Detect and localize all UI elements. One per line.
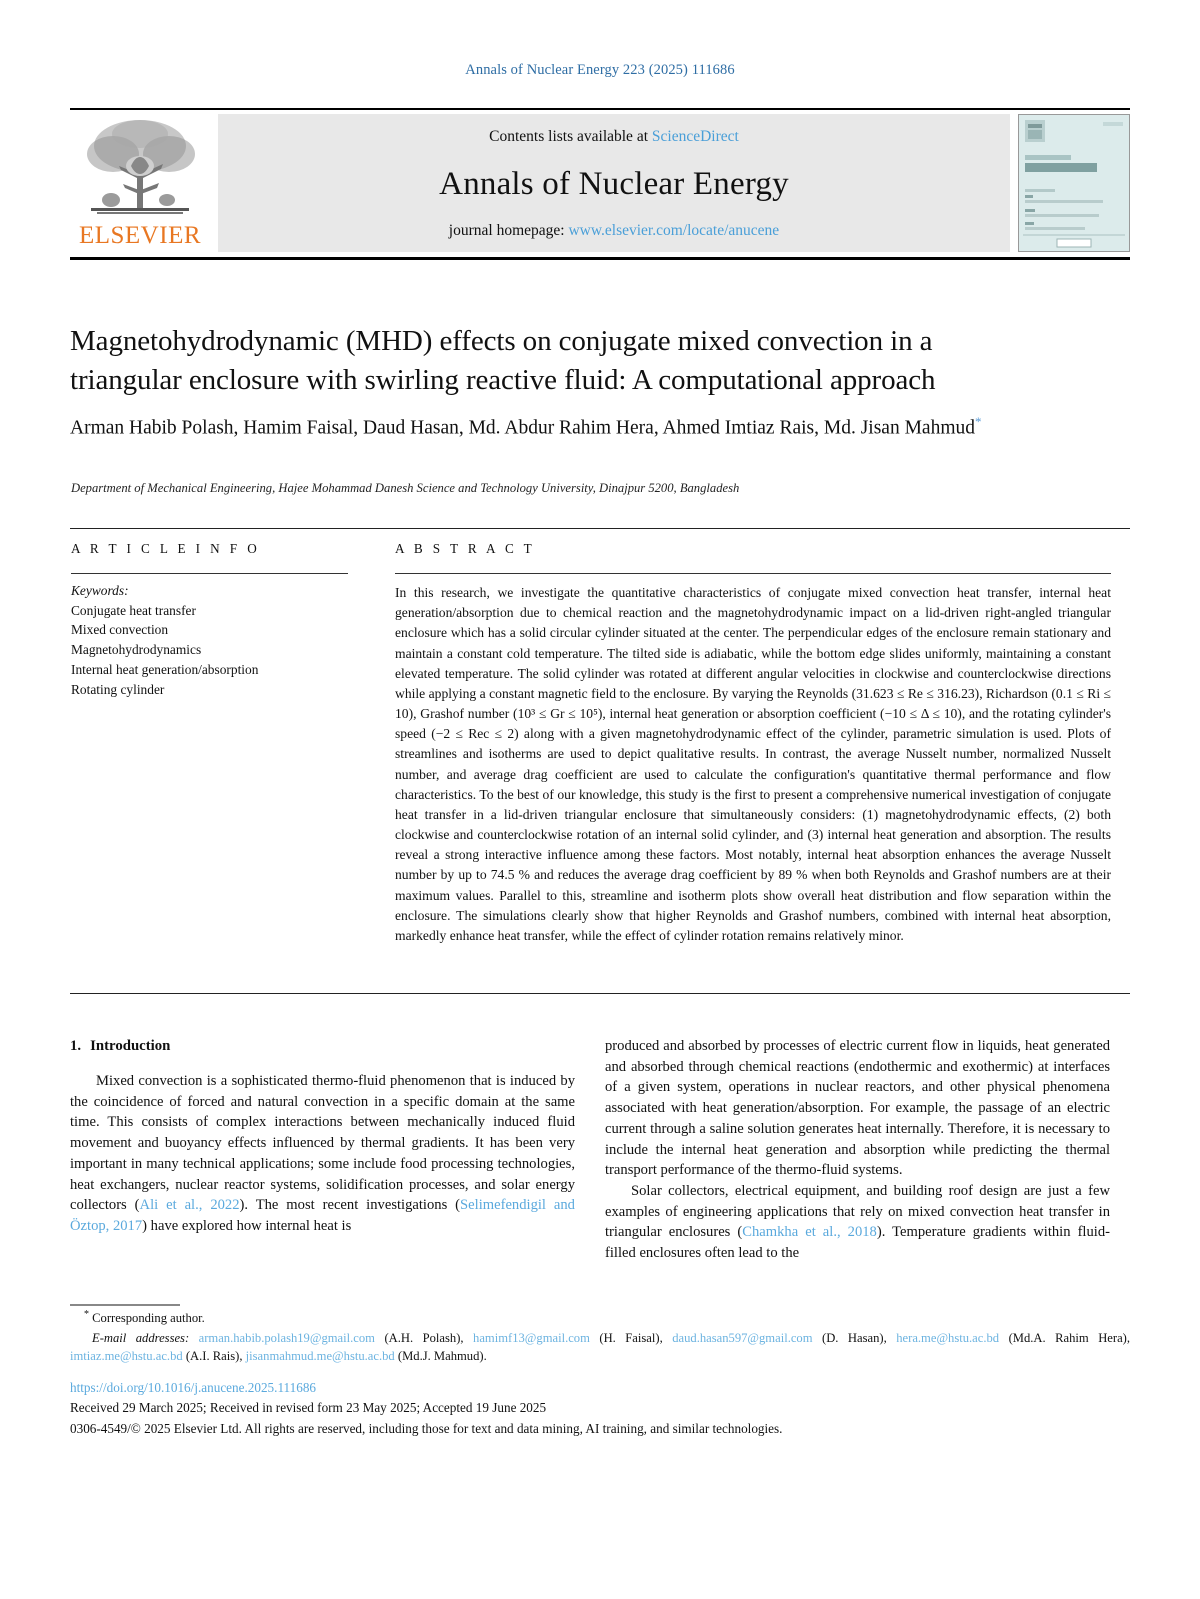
abstract-section-bottom-rule <box>70 993 1130 994</box>
email-link[interactable]: imtiaz.me@hstu.ac.bd <box>70 1348 183 1363</box>
section-title: Introduction <box>90 1038 171 1054</box>
email-link[interactable]: hamimf13@gmail.com <box>473 1331 590 1346</box>
citation-link-selimefendigil[interactable]: Selimefendigil and Öztop, 2017 <box>70 1197 575 1235</box>
keyword-item: Magnetohydrodynamics <box>71 642 202 658</box>
paragraph-text-part: ) have explored how internal heat is <box>142 1218 352 1235</box>
abstract-heading: A B S T R A C T <box>395 541 536 556</box>
section-heading-introduction <box>70 1036 575 1057</box>
journal-cover-thumbnail <box>1018 114 1130 252</box>
keyword-item: Internal heat generation/absorption <box>71 661 259 677</box>
email-person: (H. Faisal), <box>599 1331 663 1346</box>
corresponding-note-marker: * <box>84 1309 89 1320</box>
doi-line <box>70 1378 1130 1398</box>
corresponding-author-marker: * <box>975 414 982 429</box>
journal-title: Annals of Nuclear Energy <box>439 165 789 202</box>
article-info-heading: A R T I C L E I N F O <box>71 541 261 556</box>
journal-homepage-link[interactable]: www.elsevier.com/locate/anucene <box>568 222 780 239</box>
email-person: (Md.A. Rahim Hera), <box>1008 1331 1131 1346</box>
abstract-column <box>395 541 1111 946</box>
corresponding-note-text: Corresponding author. <box>92 1311 205 1326</box>
elsevier-wordmark: ELSEVIER <box>78 222 202 249</box>
journal-homepage-line <box>449 222 779 240</box>
paragraph-text-part: Solar collectors, electrical equipment, and building roof design are just a few examples of engineering applications that rely on mixed convection heat transfer in triangular enclosures ( <box>605 1183 1110 1241</box>
email-person: (Md.J. Mahmud). <box>397 1348 487 1363</box>
body-column-left <box>70 1036 575 1237</box>
contents-available-line <box>489 128 739 146</box>
elsevier-tree-icon <box>75 116 205 224</box>
info-section-top-rule <box>70 528 1130 529</box>
email-addresses-label: E-mail addresses: <box>92 1331 190 1346</box>
citation-link-ali[interactable]: Ali et al., 2022 <box>139 1197 240 1214</box>
footnote-separator-rule <box>70 1304 180 1306</box>
author-names: Arman Habib Polash, Hamim Faisal, Daud Hasan, Md. Abdur Rahim Hera, Ahmed Imtiaz Rais, Md. Jisan Mahmud <box>70 417 975 439</box>
section-number: 1. <box>70 1038 82 1054</box>
author-list <box>70 412 1010 443</box>
email-link[interactable]: jisanmahmud.me@hstu.ac.bd <box>245 1348 395 1363</box>
email-link[interactable]: arman.habib.polash19@gmail.com <box>198 1331 375 1346</box>
copyright-line: 0306-4549/© 2025 Elsevier Ltd. All rights are reserved, including those for text and data mining, AI training, and similar technologies. <box>70 1420 783 1436</box>
doi-link[interactable]: https://doi.org/10.1016/j.anucene.2025.111686 <box>70 1380 317 1395</box>
author-affiliation: Department of Mechanical Engineering, Hajee Mohammad Danesh Science and Technology University, Dinajpur 5200, Bangladesh <box>71 481 740 495</box>
keywords-label: Keywords: <box>71 583 129 598</box>
paragraph-text-part: Mixed convection is a sophisticated thermo-fluid phenomenon that is induced by the coincidence of forced and natural convection in a specific domain at the same time. This consists of complex interactions between mechanically induced fluid movement and buoyancy effects influenced by thermal gradients. It has been very important in many technical applications; some include food processing technologies, heat exchangers, nuclear reactor systems, solidification processes, and solar energy collectors ( <box>70 1073 575 1214</box>
email-person: (D. Hasan), <box>822 1331 887 1346</box>
abstract-text: In this research, we investigate the quantitative characteristics of conjugate mixed convection heat transfer, internal heat generation/absorption due to chemical reaction and the magnetohydrodynamic impact on a lid-driven right-angled triangular enclosure which has a solid circular cylinder situated at the center. The perpendicular edges of the enclosure remain stationary and maintain a constant cold temperature. The tilted side is adiabatic, while the bottom edge slides uniformly, maintaining a constant elevated temperature. The solid cylinder was rotated at different angular velocities in clockwise and counterclockwise directions while applying a constant magnetic field to the enclosure. By varying the Reynolds (31.623 ≤ Re ≤ 316.23), Richardson (0.1 ≤ Ri ≤ 10), Grashof number (10³ ≤ Gr ≤ 10⁵), internal heat generation or absorption coefficient (−10 ≤ Δ ≤ 10), and the rotating cylinder's speed (−2 ≤ Rec ≤ 2) along with a given magnetohydrodynamic effect of the cylinder, parametric simulation is used. Plots of streamlines and isotherms are used to depict qualitative results. In contrast, the average Nusselt number, normalized Nusselt number, and average drag coefficient are used to calculate the configuration's quantitative thermal performance and flow characteristics. To the best of our knowledge, this study is the first to present a comprehensive numerical investigation of conjugate heat transfer in a lid-driven triangular enclosure that simultaneously considers: (1) magnetohydrodynamic effects, (2) both clockwise and counterclockwise rotation of an internal solid cylinder, and (3) internal heat generation and absorption. The results reveal a strong interactive influence among these factors. Most notably, internal heat absorption enhances the average Nusselt number by up to 74.5 % and reduces the average drag coefficient by 89 % when both Reynolds and Grashof numbers are at their maximum values. Parallel to this, streamline and isotherm plots show overall heat distribution and flow separation within the enclosure. The simulations clearly show that higher Reynolds and Grashof numbers, combined with internal heat absorption, markedly enhance heat transfer, while the effect of cylinder rotation remains relatively minor. <box>395 585 1111 943</box>
article-body <box>70 1036 1130 1288</box>
keyword-item: Rotating cylinder <box>71 681 165 697</box>
publication-dates: Received 29 March 2025; Received in revised form 23 May 2025; Accepted 19 June 2025 <box>70 1400 547 1416</box>
cover-artwork <box>1019 115 1129 251</box>
homepage-prefix: journal homepage: <box>448 222 569 239</box>
elsevier-logo <box>70 114 210 252</box>
running-head: Annals of Nuclear Energy 223 (2025) 111686 <box>465 62 735 78</box>
keywords-block <box>71 581 371 699</box>
publication-metadata <box>70 1378 1130 1439</box>
article-title: Magnetohydrodynamic (MHD) effects on conjugate mixed convection in a triangular enclosure with swirling reactive fluid: A computational approach <box>70 325 936 396</box>
email-person: (A.H. Polash), <box>384 1331 464 1346</box>
email-link[interactable]: hera.me@hstu.ac.bd <box>896 1331 1000 1346</box>
sciencedirect-link[interactable]: ScienceDirect <box>651 128 739 145</box>
email-addresses-note <box>70 1330 1130 1366</box>
abstract-heading-rule <box>395 573 1111 574</box>
paragraph-text-part: ). Temperature gradients within fluid-filled enclosures often lead to the <box>605 1224 1110 1262</box>
keyword-item: Mixed convection <box>71 622 169 638</box>
masthead-top-rule <box>70 108 1130 110</box>
paragraph: produced and absorbed by processes of electric current flow in liquids, heat generated and absorbed through chemical reactions (endothermic and exothermic) at interfaces of a given system, operations in nuclear reactors, and other physical phenomena associated with heat generation/absorption. For example, the passage of an electric current through a saline solution generates heat internally. Therefore, it is necessary to include the internal heat generation and absorption while predicting the thermal transport performance of the thermo-fluid systems. <box>605 1038 1110 1179</box>
citation-link-chamkha[interactable]: Chamkha et al., 2018 <box>742 1224 877 1241</box>
paragraph <box>70 1071 575 1237</box>
body-column-right <box>605 1036 1110 1264</box>
keyword-item: Conjugate heat transfer <box>71 602 196 618</box>
journal-masthead <box>70 108 1130 260</box>
email-person: (A.I. Rais), <box>185 1348 243 1363</box>
paragraph <box>605 1181 1110 1264</box>
paragraph-text-part: ). The most recent investigations ( <box>239 1197 461 1214</box>
article-info-heading-rule <box>71 573 348 574</box>
footnote-block <box>70 1308 1130 1366</box>
masthead-center-panel <box>218 114 1010 252</box>
email-link[interactable]: daud.hasan597@gmail.com <box>672 1331 813 1346</box>
contents-prefix: Contents lists available at <box>489 128 652 145</box>
masthead-bottom-rule <box>70 257 1130 260</box>
corresponding-author-note <box>84 1308 1130 1328</box>
article-info-column <box>71 541 371 699</box>
